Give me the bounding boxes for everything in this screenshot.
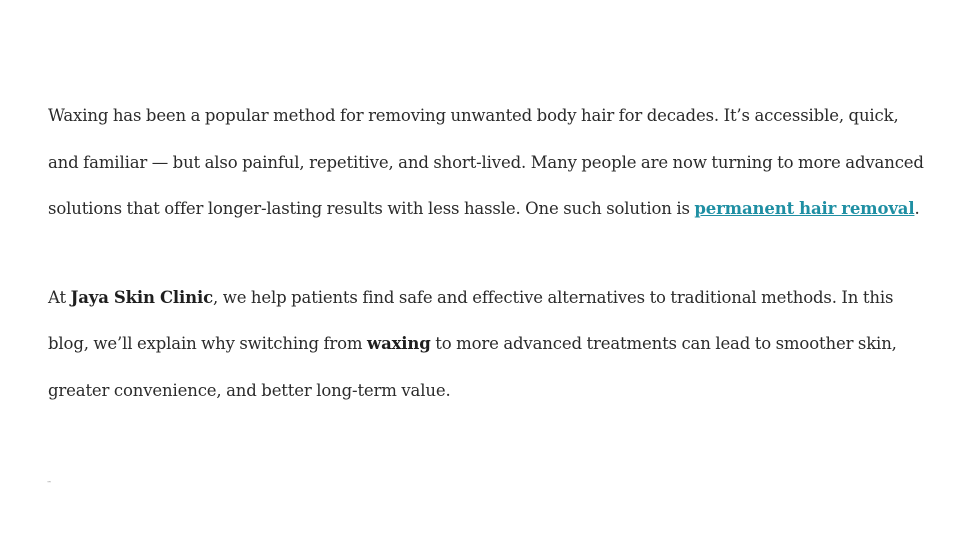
- tiny-mark: ™: [47, 480, 51, 485]
- clinic-text-a: At: [48, 287, 71, 307]
- permanent-hair-removal-link[interactable]: permanent hair removal: [694, 199, 915, 218]
- clinic-paragraph: [48, 275, 928, 415]
- article-body: [48, 93, 928, 414]
- intro-period: .: [914, 199, 920, 218]
- waxing-keyword: waxing: [367, 334, 431, 353]
- clinic-text-b: , we help patients find safe and effective alternatives to traditional methods. In this blog, we’ll explain why switching from: [48, 287, 894, 353]
- intro-text: Waxing has been a popular method for removing unwanted body hair for decades. It’s accessible, quick, and familiar — but also painful, repetitive, and short-lived. Many people are now turning to more advanced solutions that offer longer-lasting results with less hassle. One such solution is: [48, 106, 924, 218]
- clinic-text-c: to more advanced treatments can lead to smoother skin, greater convenience, and better long-term value.: [48, 334, 897, 400]
- clinic-name: Jaya Skin Clinic: [70, 287, 214, 307]
- intro-paragraph: [48, 93, 928, 233]
